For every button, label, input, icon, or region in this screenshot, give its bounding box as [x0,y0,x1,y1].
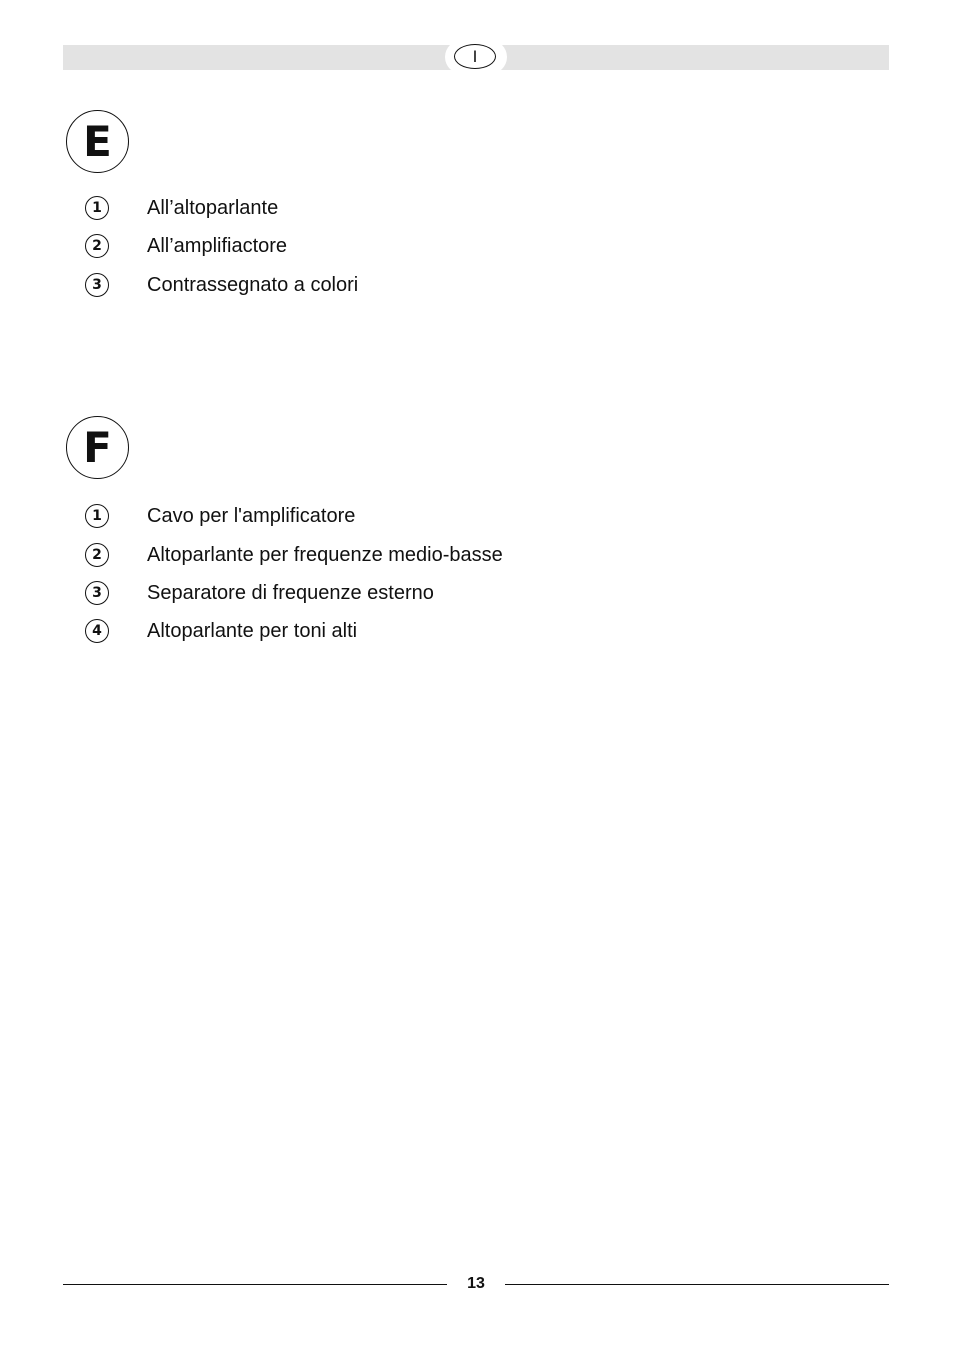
list-item [85,618,358,644]
number-badge: 2 [85,543,109,567]
section-letter: E [83,116,112,166]
number-badge: 1 [85,196,109,220]
item-label: Separatore di frequenze esterno [147,581,434,604]
language-badge [454,44,496,69]
footer-rule-right [505,1284,889,1285]
number-badge: 4 [85,619,109,643]
item-label: Altoparlante per toni alti [147,619,358,642]
list-item [85,580,434,606]
number-badge: 1 [85,504,109,528]
list-item [85,233,288,259]
item-label: Cavo per l'amplificatore [147,504,356,527]
list-item [85,503,356,529]
number-badge: 2 [85,234,109,258]
item-label: Altoparlante per frequenze medio-basse [147,543,503,566]
language-label: I [472,46,478,66]
number-badge: 3 [85,273,109,297]
item-label: All’altoparlante [147,196,279,219]
number-badge: 3 [85,581,109,605]
item-label: Contrassegnato a colori [147,273,359,296]
item-label: All’amplifiactore [147,234,288,257]
list-item [85,272,359,298]
footer-rule-left [63,1284,447,1285]
page-number: 13 [467,1275,485,1292]
section-letter: F [83,422,112,472]
section-badge-f [66,416,129,479]
list-item [85,195,279,221]
section-badge-e [66,110,129,173]
list-item [85,542,503,568]
